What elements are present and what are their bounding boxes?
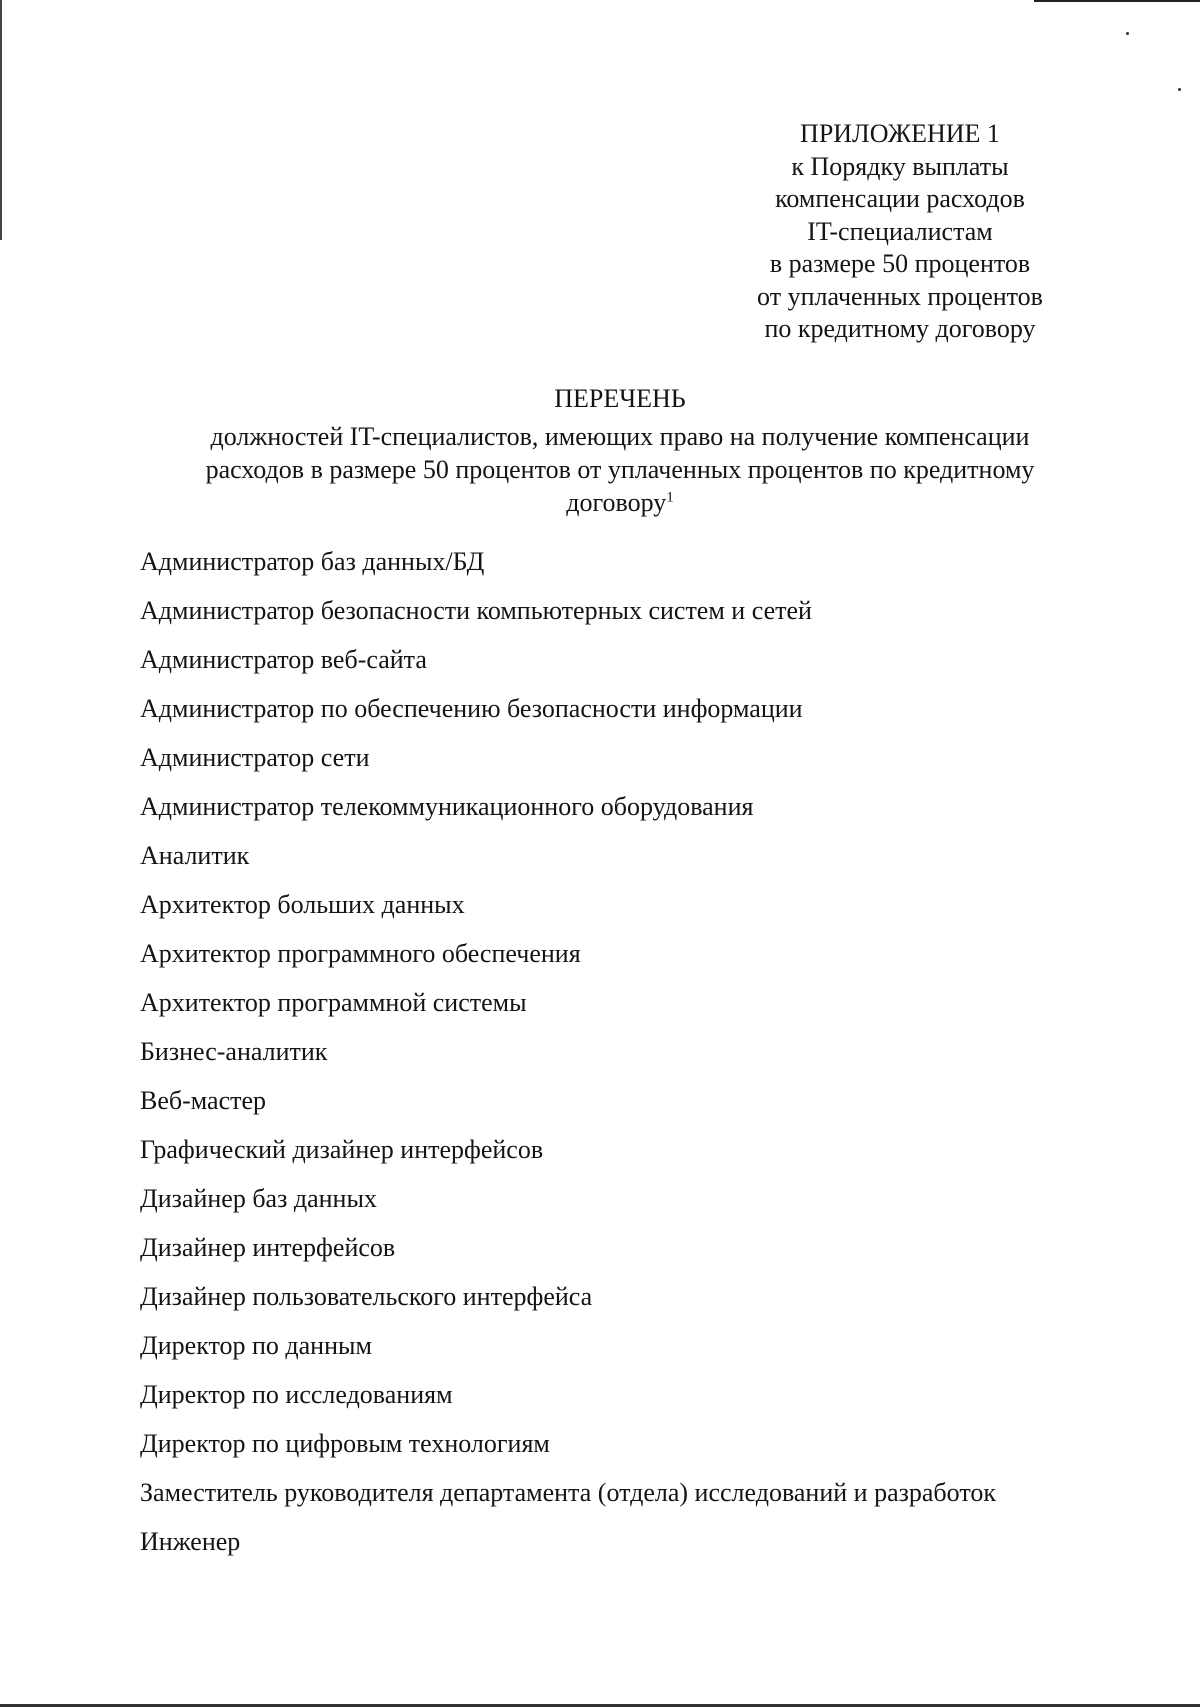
position-item: Архитектор программной системы: [140, 988, 527, 1017]
position-item: Аналитик: [140, 841, 250, 870]
subtitle-line: расходов в размере 50 процентов от уплаченных процентов по кредитному: [205, 455, 1035, 484]
position-item: Дизайнер интерфейсов: [140, 1233, 396, 1262]
scan-edge-top: [1034, 0, 1200, 2]
appendix-line: IT-специалистам: [807, 216, 993, 246]
appendix-line: ПРИЛОЖЕНИЕ 1: [800, 119, 1000, 148]
position-item: Администратор веб-сайта: [140, 645, 427, 674]
scan-speck: [1178, 88, 1181, 91]
position-item: Администратор сети: [140, 743, 370, 772]
position-item: Архитектор больших данных: [140, 890, 465, 919]
position-item: Дизайнер пользовательского интерфейса: [140, 1282, 593, 1311]
position-item: Веб-мастер: [140, 1086, 267, 1115]
position-item: Директор по цифровым технологиям: [140, 1429, 550, 1458]
appendix-line: по кредитному договору: [764, 314, 1036, 343]
position-item: Администратор телекоммуникационного оборудования: [140, 792, 754, 821]
position-item: Заместитель руководителя департамента (отдела) исследований и разработок: [140, 1478, 996, 1507]
document-subtitle: [130, 420, 1110, 519]
position-item: Дизайнер баз данных: [140, 1184, 377, 1213]
position-item: Директор по исследованиям: [140, 1380, 453, 1409]
position-item: Администратор баз данных/БД: [140, 547, 485, 576]
position-item: Архитектор программного обеспечения: [140, 939, 581, 968]
position-item: Директор по данным: [140, 1331, 372, 1360]
position-item: Администратор по обеспечению безопасности информации: [140, 694, 803, 723]
footnote-mark: 1: [666, 489, 674, 506]
position-item: Графический дизайнер интерфейсов: [140, 1135, 544, 1164]
appendix-line: компенсации расходов: [775, 184, 1025, 213]
document-title: ПЕРЕЧЕНЬ: [554, 384, 686, 413]
position-item: Бизнес-аналитик: [140, 1037, 328, 1066]
position-item: Администратор безопасности компьютерных систем и сетей: [140, 596, 812, 625]
scan-edge-left: [0, 0, 2, 240]
appendix-header: [700, 118, 1100, 346]
subtitle-line-last: [130, 486, 1110, 519]
positions-list: [140, 542, 1140, 1571]
appendix-line: в размере 50 процентов: [769, 249, 1031, 278]
subtitle-line: договору: [566, 488, 667, 517]
scan-speck: [1126, 32, 1129, 35]
subtitle-line: должностей IT-специалистов, имеющих право на получение компенсации: [210, 422, 1030, 451]
scan-edge-bottom: [0, 1704, 1200, 1707]
appendix-line: от уплаченных процентов: [757, 281, 1043, 311]
appendix-line: к Порядку выплаты: [791, 151, 1009, 181]
document-heading: [130, 382, 1110, 519]
position-item: Инженер: [140, 1527, 241, 1556]
